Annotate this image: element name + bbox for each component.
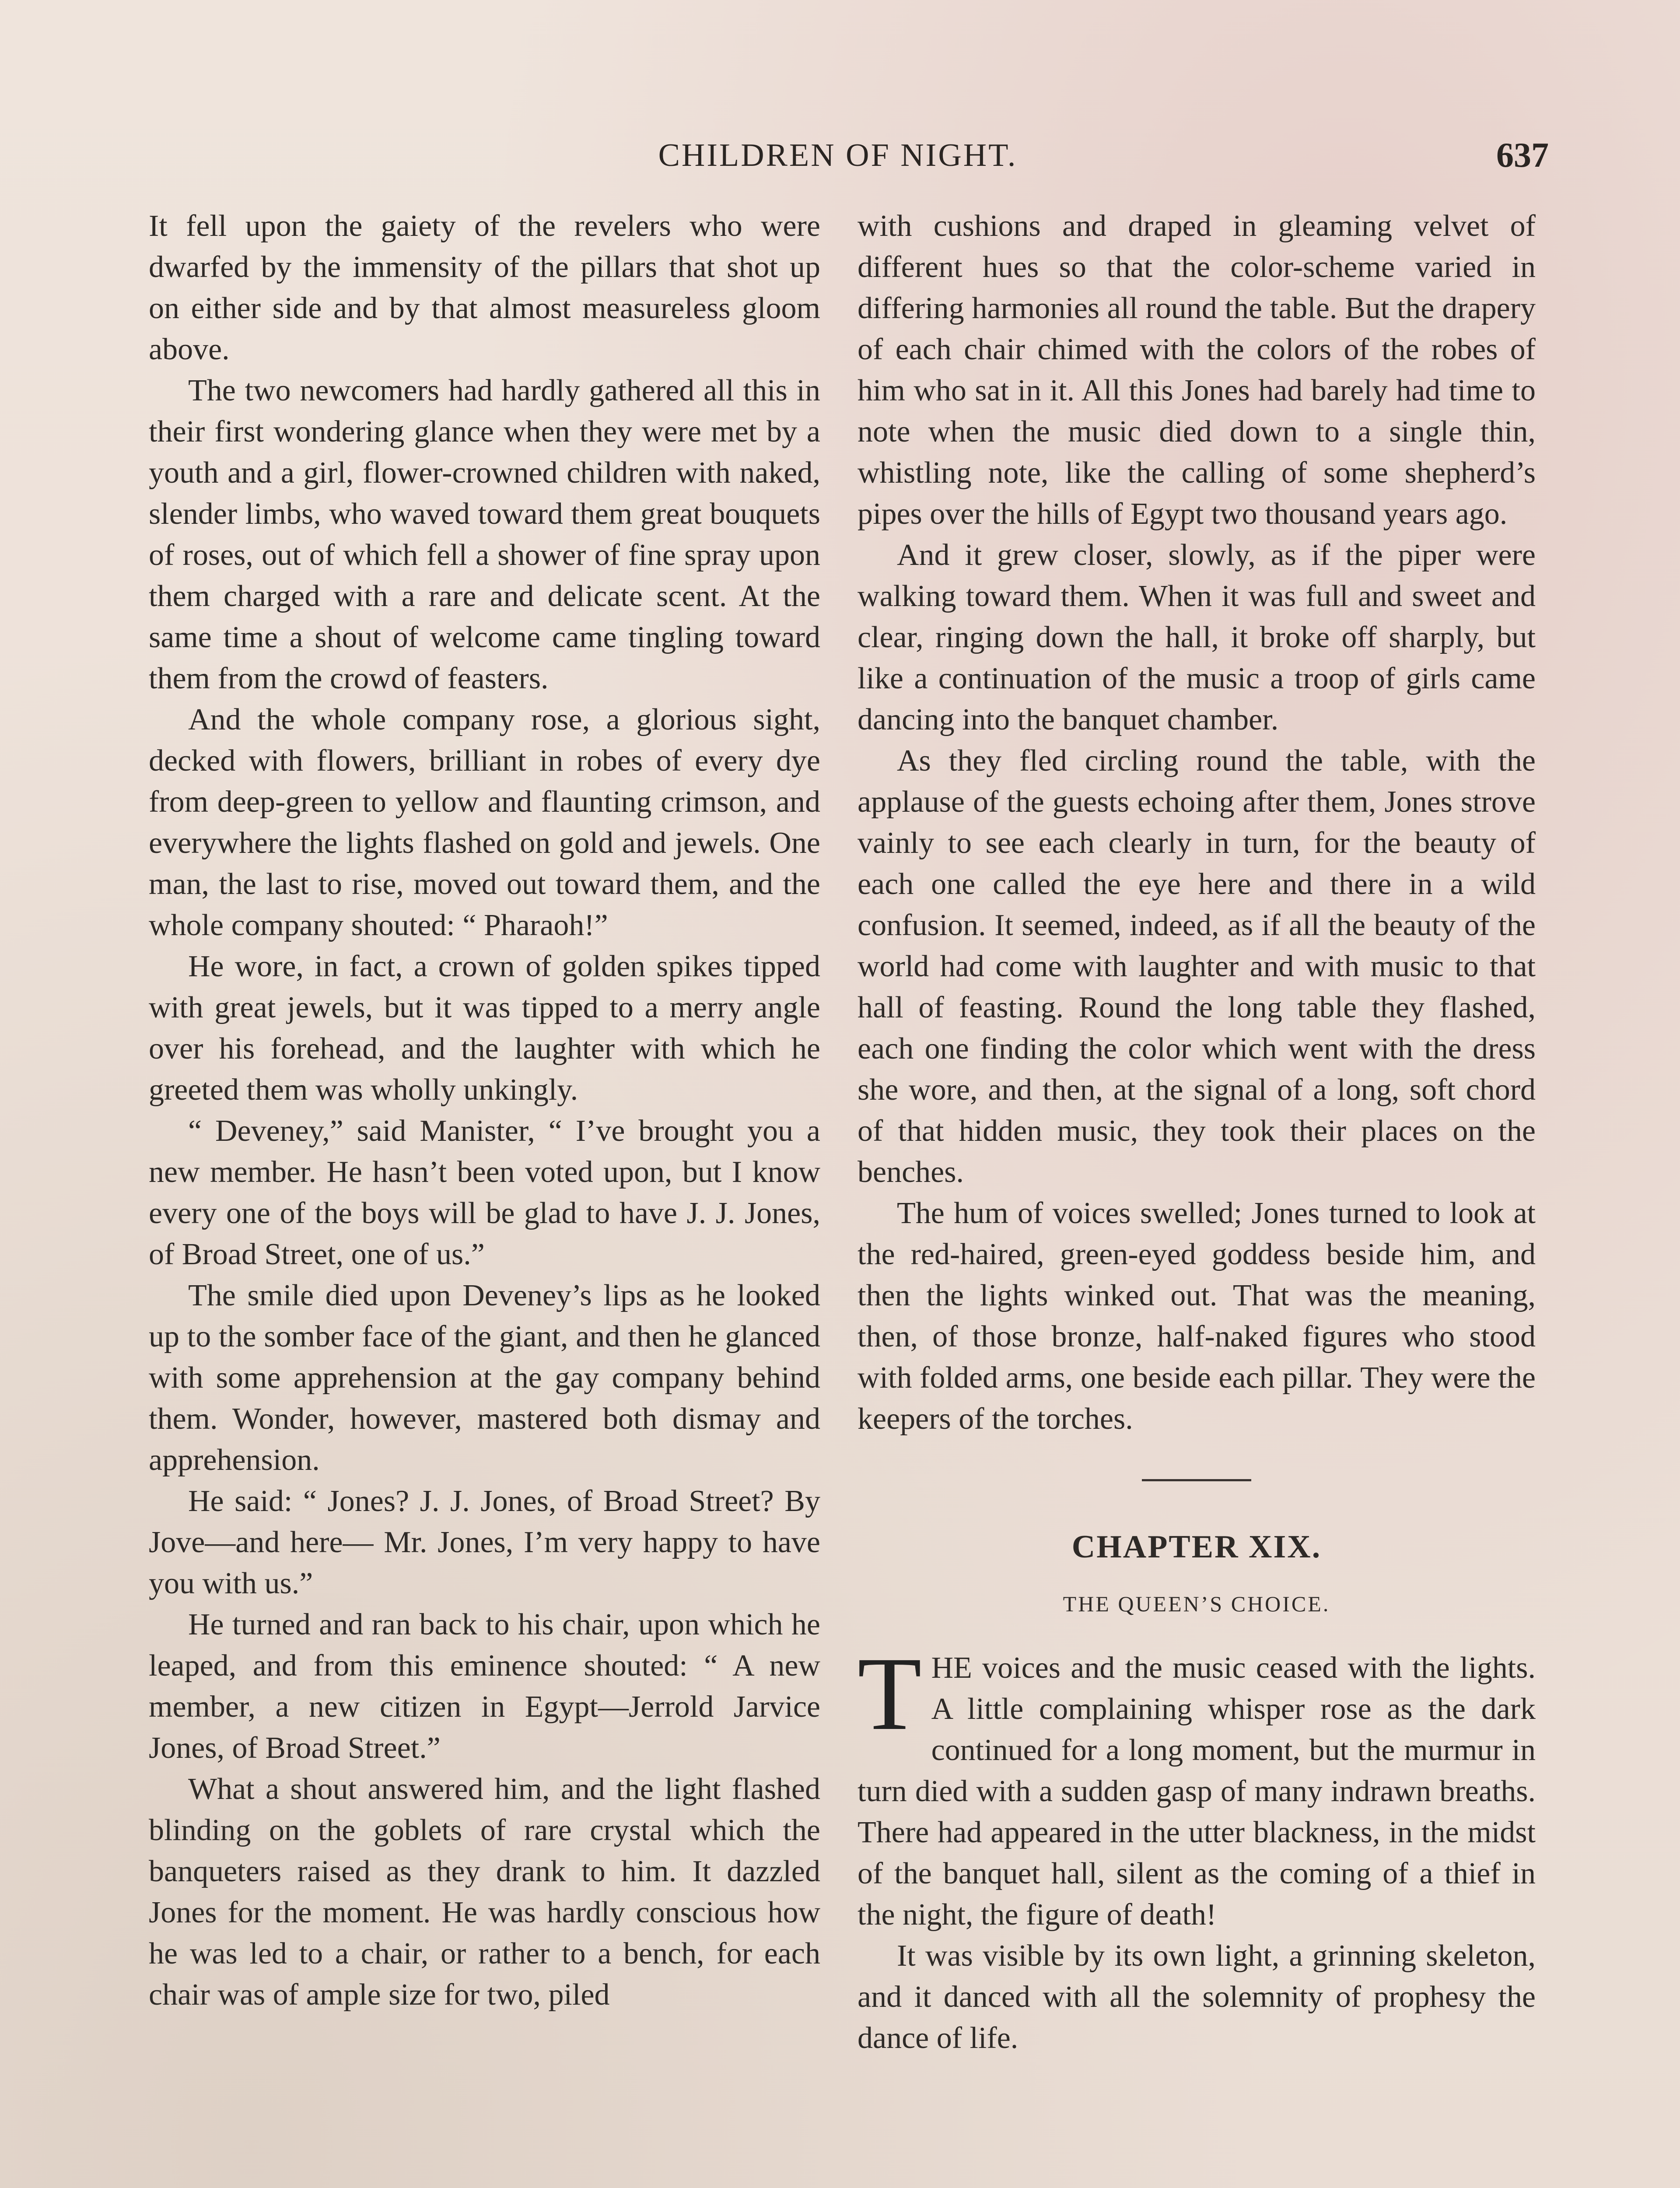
left-column [149, 206, 820, 2016]
running-title: CHILDREN OF NIGHT. [658, 137, 1018, 173]
paragraph: And it grew closer, slowly, as if the piper were walking toward them. When it was full and sweet and clear, ringing down the hall, it broke off sharply, but like a continuation of the music a troop of girls came dancing into the banquet chamber. [858, 538, 1536, 736]
page-header [127, 131, 1549, 179]
paragraph: It was visible by its own light, a grinning skeleton, and it danced with all the solemnity of prophesy the dance of life. [858, 1939, 1536, 2055]
paragraph: He wore, in fact, a crown of golden spikes tipped with great jewels, but it was tipped to a merry angle over his forehead, and the laughter with which he greeted them was wholly unkingly. [149, 950, 820, 1107]
drop-cap: T [858, 1635, 922, 1752]
paragraph: And the whole company rose, a glorious sight, decked with flowers, brilliant in robes of every dye from deep-green to yellow and flaunting crimson, and everywhere the lights flashed on gold and jewels. One man, the last to rise, moved out toward them, and the whole company shouted: “ Pharaoh!” [149, 703, 820, 942]
paragraph: He said: “ Jones? J. J. Jones, of Broad Street? By Jove—and here— Mr. Jones, I’m very happy to have you with us.” [149, 1484, 820, 1600]
section-divider [1142, 1479, 1251, 1481]
chapter-opening-paragraph [858, 1635, 1536, 1936]
paragraph: What a shout answered him, and the light flashed blinding on the goblets of rare crystal which the banqueters raised as they drank to him. It dazzled Jones for the moment. He was hardly conscious how he was led to a chair, or rather to a bench, for each chair was of ample size for two, piled [149, 1772, 820, 2012]
chapter-heading: CHAPTER XIX. [1071, 1529, 1322, 1565]
paragraph: “ Deveney,” said Manister, “ I’ve brought you a new member. He hasn’t been voted upon, but I know every one of the boys will be glad to have J. J. Jones, of Broad Street, one of us.” [149, 1114, 820, 1271]
right-column [858, 206, 1536, 2059]
paragraph: He turned and ran back to his chair, upon which he leaped, and from this eminence shouted: “ A new member, a new citizen in Egypt—Jerrold Jarvice Jones, of Broad Street.” [149, 1608, 820, 1765]
paragraph: with cushions and draped in gleaming velvet of different hues so that the color-scheme varied in differing harmonies all round the table. But the drapery of each chair chimed with the colors of the robes of him who sat in it. All this Jones had barely had time to note when the music died down to a single thin, whistling note, like the calling of some shepherd’s pipes over the hills of Egypt two thousand years ago. [858, 209, 1536, 531]
paragraph: The hum of voices swelled; Jones turned to look at the red-haired, green-eyed goddess beside him, and then the lights winked out. That was the meaning, then, of those bronze, half-naked figures who stood with folded arms, one beside each pillar. They were the keepers of the torches. [858, 1196, 1536, 1436]
page-number: 637 [1496, 136, 1549, 175]
paragraph: The smile died upon Deveney’s lips as he looked up to the somber face of the giant, and then he glanced with some apprehension at the gay company behind them. Wonder, however, mastered both dismay and apprehension. [149, 1279, 820, 1477]
paragraph: The two newcomers had hardly gathered all this in their first wondering glance when they were met by a youth and a girl, flower-crowned children with naked, slender limbs, who waved toward them great bouquets of roses, out of which fell a shower of fine spray upon them charged with a rare and delicate scent. At the same time a shout of welcome came tingling toward them from the crowd of feasters. [149, 374, 820, 695]
paragraph: As they fled circling round the table, with the applause of the guests echoing after them, Jones strove vainly to see each clearly in turn, for the beauty of each one called the eye here and there in a wild confusion. It seemed, indeed, as if all the beauty of the world had come with laughter and with music to that hall of feasting. Round the long table they flashed, each one finding the color which went with the dress she wore, and then, at the signal of a long, soft chord of that hidden music, they took their places on the benches. [858, 744, 1536, 1189]
paragraph: It fell upon the gaiety of the revelers who were dwarfed by the immensity of the pillars that shot up on either side and by that almost measureless gloom above. [149, 209, 820, 366]
chapter-subtitle: THE QUEEN’S CHOICE. [1063, 1592, 1330, 1616]
chapter-opening-text: HE voices and the music ceased with the lights. A little complaining whisper rose as the dark continued for a long moment, but the murmur in turn died with a sudden gasp of many indrawn breaths. There had appeared in the utter blackness, in the midst of the banquet hall, silent as the coming of a thief in the night, the figure of death! [858, 1651, 1536, 1932]
